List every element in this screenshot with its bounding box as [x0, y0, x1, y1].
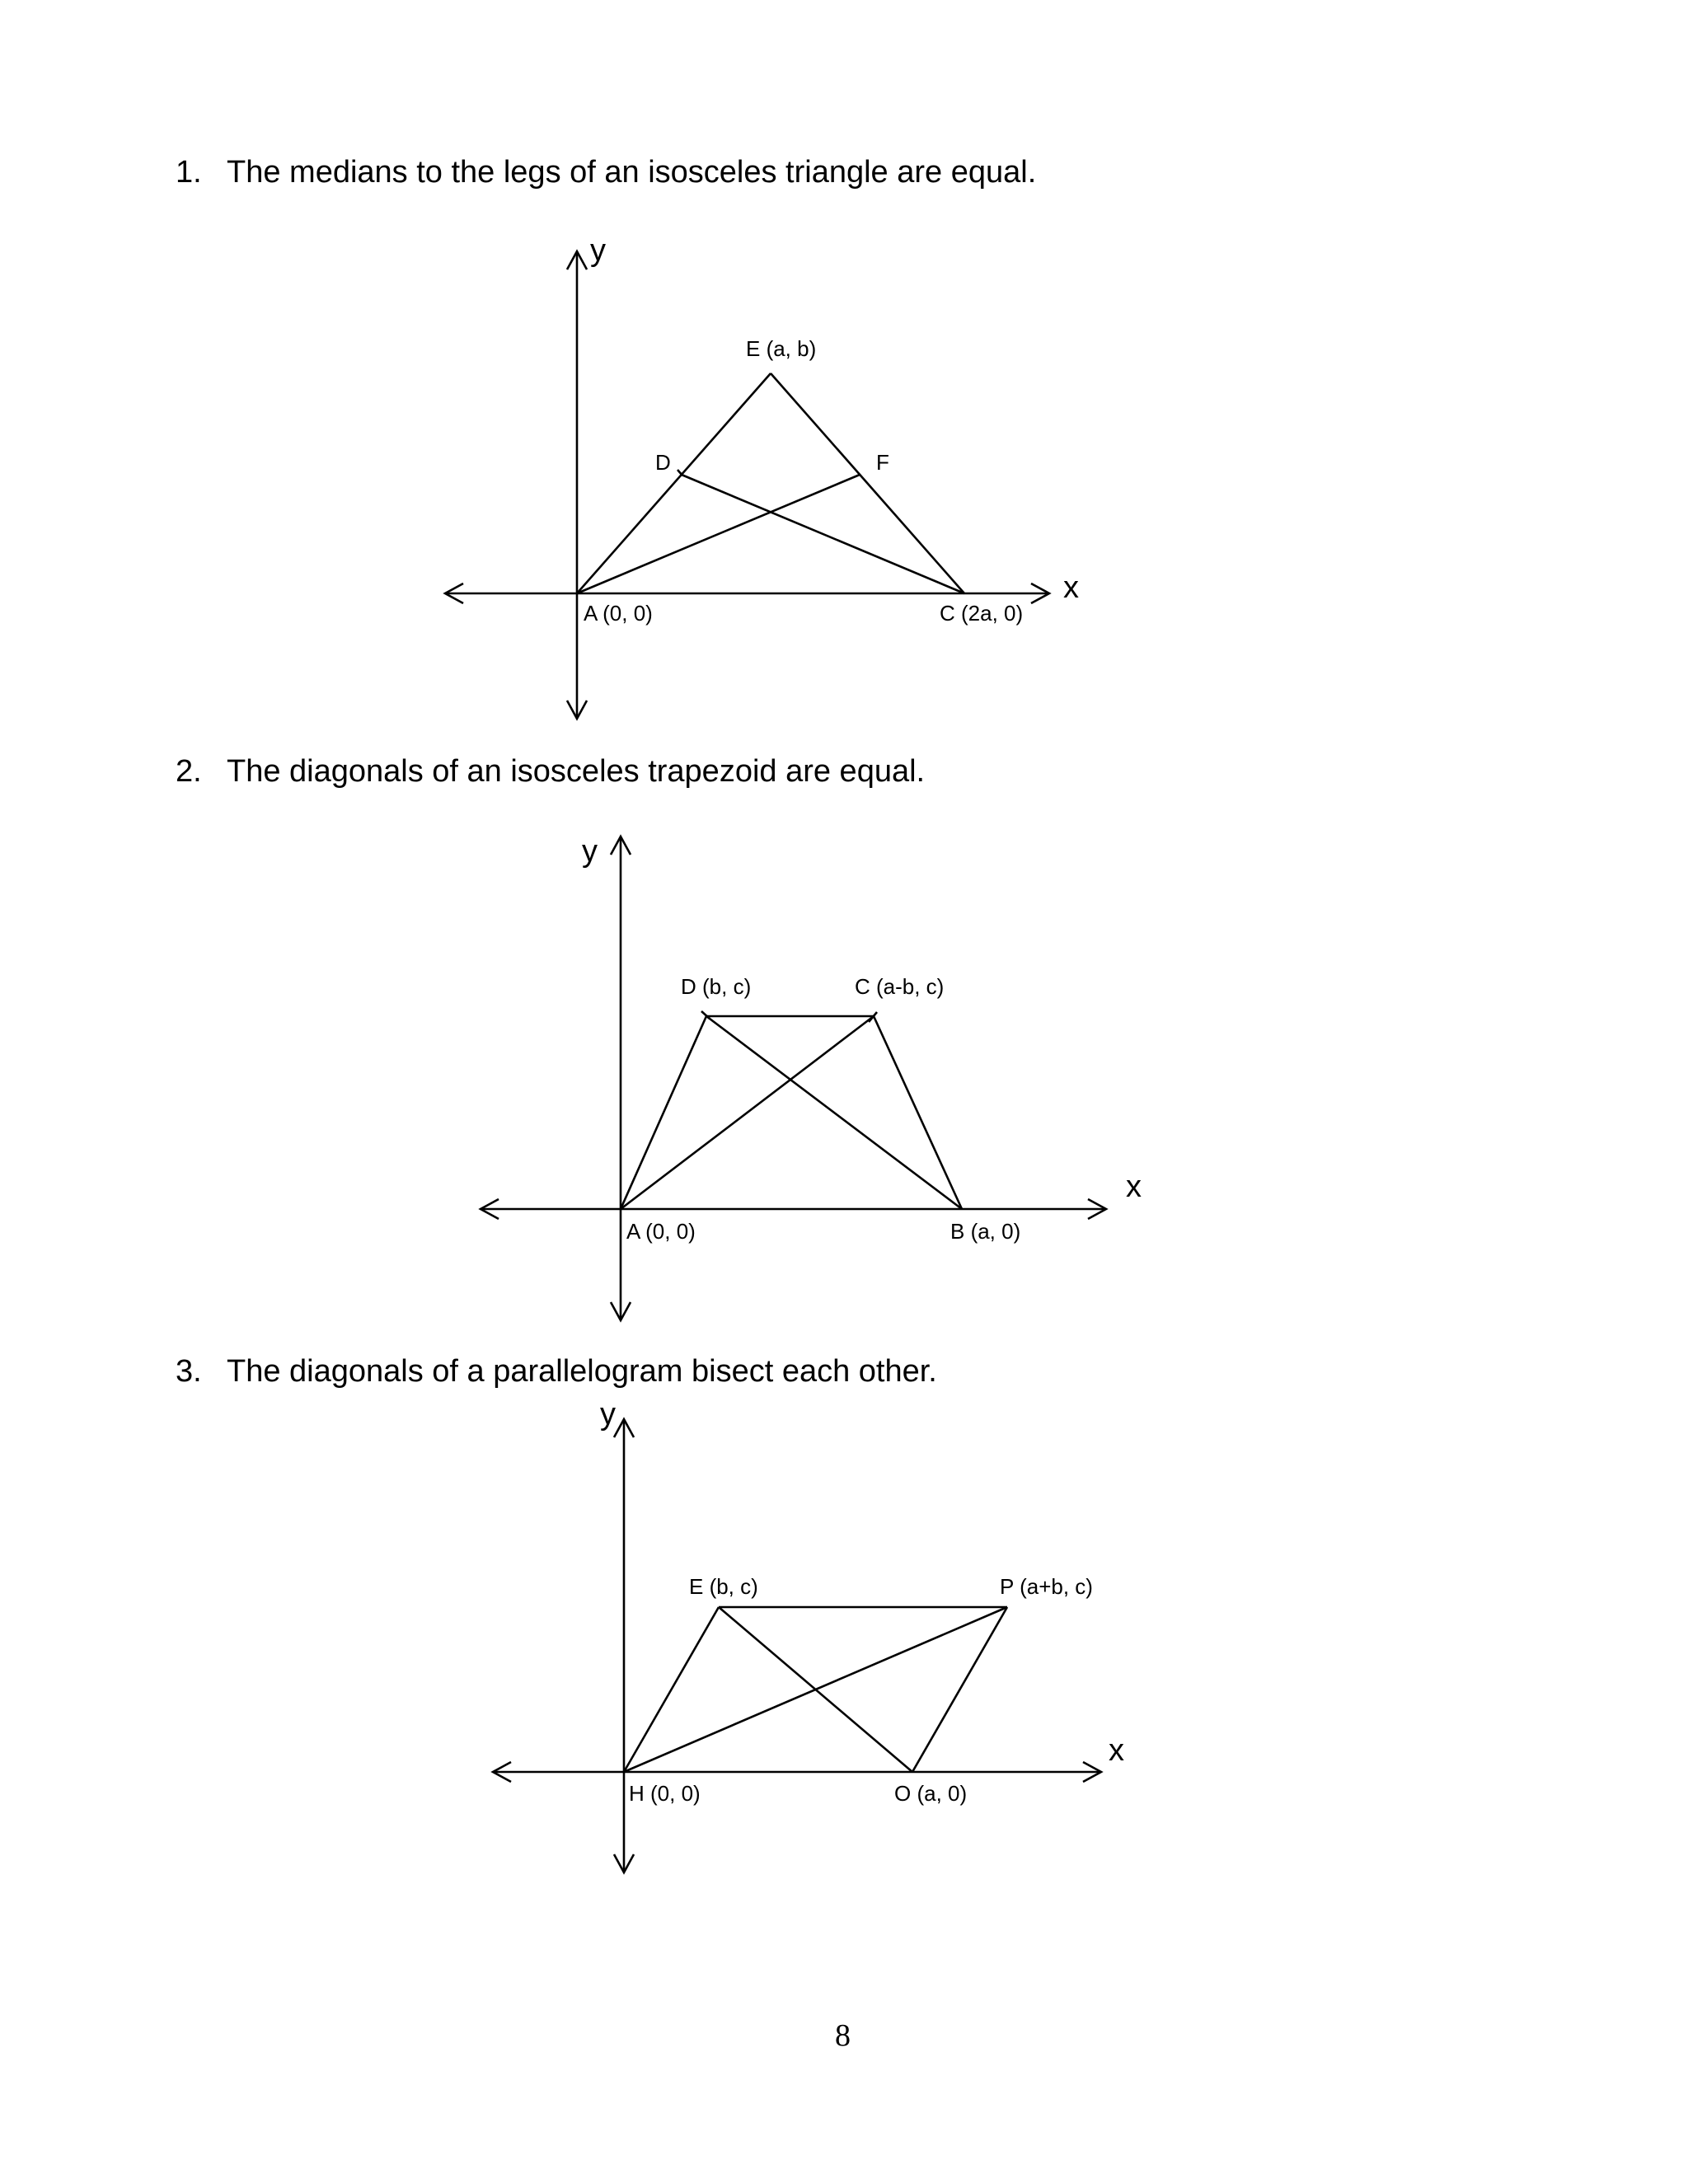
x-axis-label: x — [1126, 1169, 1142, 1204]
x-axis-label: x — [1063, 570, 1079, 605]
vertex-E-label: E (b, c) — [689, 1574, 758, 1599]
vertex-A-label: A (0, 0) — [584, 601, 653, 626]
y-axis-label: y — [600, 1397, 616, 1432]
vertex-E-label: E (a, b) — [746, 336, 817, 361]
page-number: 8 — [835, 2018, 851, 2053]
problem-number: 3. — [176, 1354, 202, 1389]
vertex-A-label: A (0, 0) — [626, 1219, 696, 1244]
diagonal-EO — [719, 1607, 912, 1772]
problem-statement: The diagonals of a parallelogram bisect each other. — [227, 1354, 937, 1389]
problem-number: 1. — [176, 155, 202, 190]
problem-statement: The medians to the legs of an isosceles triangle are equal. — [227, 155, 1037, 190]
vertex-O-label: O (a, 0) — [894, 1781, 968, 1806]
y-axis-label: y — [582, 834, 598, 869]
vertex-B-label: B (a, 0) — [950, 1219, 1021, 1244]
midpoint-D-label: D — [655, 450, 671, 475]
vertex-H-label: H (0, 0) — [629, 1781, 701, 1806]
problem-statement: The diagonals of an isosceles trapezoid are equal. — [227, 754, 926, 789]
side-PO — [912, 1607, 1007, 1772]
x-axis-label: x — [1109, 1733, 1124, 1768]
midpoint-F-label: F — [876, 450, 889, 475]
vertex-C-label: C (2a, 0) — [940, 601, 1024, 626]
vertex-P-label: P (a+b, c) — [1000, 1574, 1093, 1599]
vertex-C-label: C (a-b, c) — [855, 974, 945, 999]
vertex-D-label: D (b, c) — [681, 974, 752, 999]
y-axis-label: y — [590, 233, 606, 268]
problem-number: 2. — [176, 754, 202, 789]
side-HE — [624, 1607, 719, 1772]
